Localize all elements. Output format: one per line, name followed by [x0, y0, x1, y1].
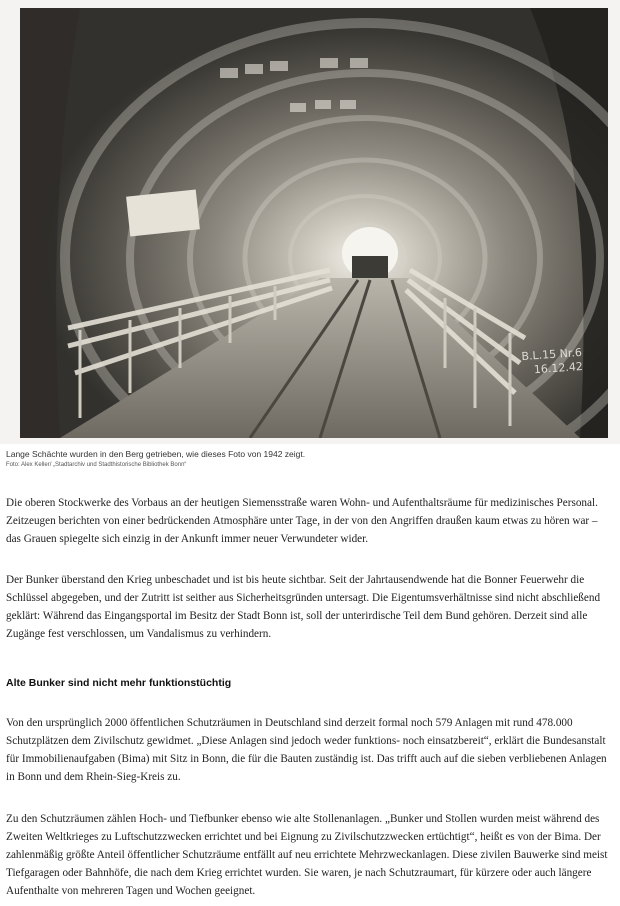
article-paragraph-1: Die oberen Stockwerke des Vorbaus an der heutigen Siemensstraße waren Wohn- und Aufenthaltsräume für medizinisches Personal. Zeitzeugen berichten von einer bedrückenden Atmosphäre unter Tage, in der von den Angriffen draußen kaum etwas zu hören war – das Grauen spiegelte sich einzig in der Ankunft immer neuer Verwundeter wider.	[6, 497, 598, 545]
article-paragraph-2: Der Bunker überstand den Krieg unbeschadet und ist bis heute sichtbar. Seit der Jahrtausendwende hat die Bonner Feuerwehr die Schlüssel abgegeben, und der Zutritt ist seither aus Sicherheitsgründen untersagt. Die Eigentumsverhältnisse sind nicht abschließend geklärt: Während das Eingangsportal im Besitz der Stadt Bonn ist, soll der unterirdische Teil dem Bund gehören. Derzeit sind alle Zugänge fest verschlossen, um Vandalismus zu verhindern.	[6, 574, 601, 640]
bunker-tunnel-photo[interactable]	[20, 8, 608, 438]
article-paragraph-3: Von den ursprünglich 2000 öffentlichen Schutzräumen in Deutschland sind derzeit formal noch 579 Anlagen mit rund 478.000 Schutzplätzen dem Zivilschutz gewidmet. „Diese Anlagen sind jedoch weder funktions- noch einsatzbereit“, erklärt die Bundesanstalt für Immobilienaufgaben (Bima) mit Sitz in Bonn, die für die Bauten zuständig ist. Das trifft auch auf die sieben verbliebenen Anlagen in Bonn und dem Rhein-Sieg-Kreis zu.	[6, 717, 607, 783]
tunnel-illustration	[20, 8, 608, 438]
photo-archive-stamp	[521, 346, 583, 378]
article-paragraph-4: Zu den Schutzräumen zählen Hoch- und Tiefbunker ebenso wie alte Stollenanlagen. „Bunker und Stollen wurden meist während des Zweiten Weltkrieges zu Luftschutzzwecken errichtet und bei Eignung zu Zivilschutzzwecken ertüchtigt“, heißt es von der Bima. Der zahlenmäßig größte Anteil öffentlicher Schutzräume entfällt auf neu errichtete Mehrzweckanlagen. Diese zivilen Bauwerke sind meist Tiefgaragen oder Bahnhöfe, die nach dem Krieg errichtet wurden. Sie waren, je nach Schutzraumart, für kürzere oder auch längere Aufenthalte von mehreren Tagen und Wochen geeignet.	[6, 813, 608, 897]
photo-credit: Foto: Alex Keller/ „Stadtarchiv und Stadthistorische Bibliothek Bonn“	[6, 462, 187, 468]
stamp-line-1: B.L.15 Nr.6	[520, 345, 582, 364]
article-subheading: Alte Bunker sind nicht mehr funktionstüchtig	[6, 677, 232, 689]
photo-caption: Lange Schächte wurden in den Berg getrieben, wie dieses Foto von 1942 zeigt.	[6, 449, 306, 459]
stamp-line-2: 16.12.42	[533, 359, 583, 377]
figure	[0, 0, 620, 444]
